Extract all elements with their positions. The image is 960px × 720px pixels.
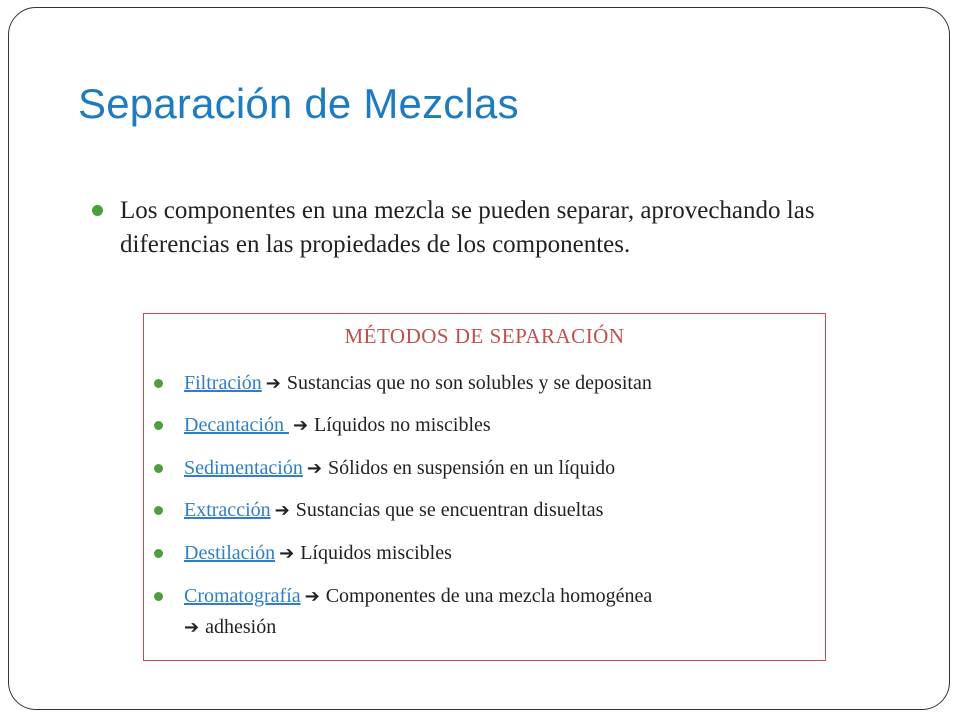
bullet-dot-icon	[154, 549, 163, 558]
bullet-dot-icon	[154, 506, 163, 515]
arrow-right-icon: ➔	[306, 458, 322, 479]
intro-bullet	[92, 194, 892, 262]
method-item-cromatografia	[154, 581, 814, 643]
method-item-filtracion	[154, 368, 814, 399]
bullet-dot-icon	[154, 421, 163, 430]
method-item-destilacion	[154, 538, 814, 569]
method-description: Sustancias que se encuentran disueltas	[295, 499, 604, 521]
arrow-right-icon: ➔	[304, 586, 320, 607]
destilacion-link[interactable]: Destilación	[184, 542, 276, 564]
arrow-right-icon: ➔	[279, 543, 295, 564]
filtracion-link[interactable]: Filtración	[184, 372, 262, 394]
methods-box	[143, 313, 826, 661]
slide-title: Separación de Mezclas	[78, 80, 519, 127]
bullet-dot-icon	[154, 464, 163, 473]
sedimentacion-link[interactable]: Sedimentación	[184, 457, 303, 479]
cromatografia-link[interactable]: Cromatografía	[184, 585, 301, 607]
decantacion-link[interactable]: Decantación	[184, 414, 289, 436]
method-description: Sólidos en suspensión en un líquido	[327, 457, 616, 479]
bullet-dot-icon	[92, 205, 103, 216]
arrow-right-icon: ➔	[265, 373, 281, 394]
method-item-extraccion	[154, 495, 814, 526]
method-description: Sustancias que no son solubles y se depositan	[286, 372, 652, 394]
bullet-dot-icon	[154, 379, 163, 388]
bullet-dot-icon	[154, 592, 163, 601]
method-item-decantacion	[154, 410, 814, 441]
method-description: Componentes de una mezcla homogénea	[325, 585, 653, 607]
extraccion-link[interactable]: Extracción	[184, 499, 271, 521]
method-description: Líquidos miscibles	[300, 542, 452, 564]
method-description: Líquidos no miscibles	[314, 414, 491, 436]
intro-text: Los componentes en una mezcla se pueden separar, aprovechando las diferencias en las propiedades de los componentes.	[120, 197, 815, 258]
arrow-right-icon: ➔	[292, 415, 309, 436]
methods-heading: MÉTODOS DE SEPARACIÓN	[344, 324, 625, 348]
method-item-sedimentacion	[154, 453, 814, 484]
method-extra: adhesión	[205, 616, 277, 638]
arrow-right-icon: ➔	[184, 617, 200, 638]
arrow-right-icon: ➔	[274, 500, 290, 521]
